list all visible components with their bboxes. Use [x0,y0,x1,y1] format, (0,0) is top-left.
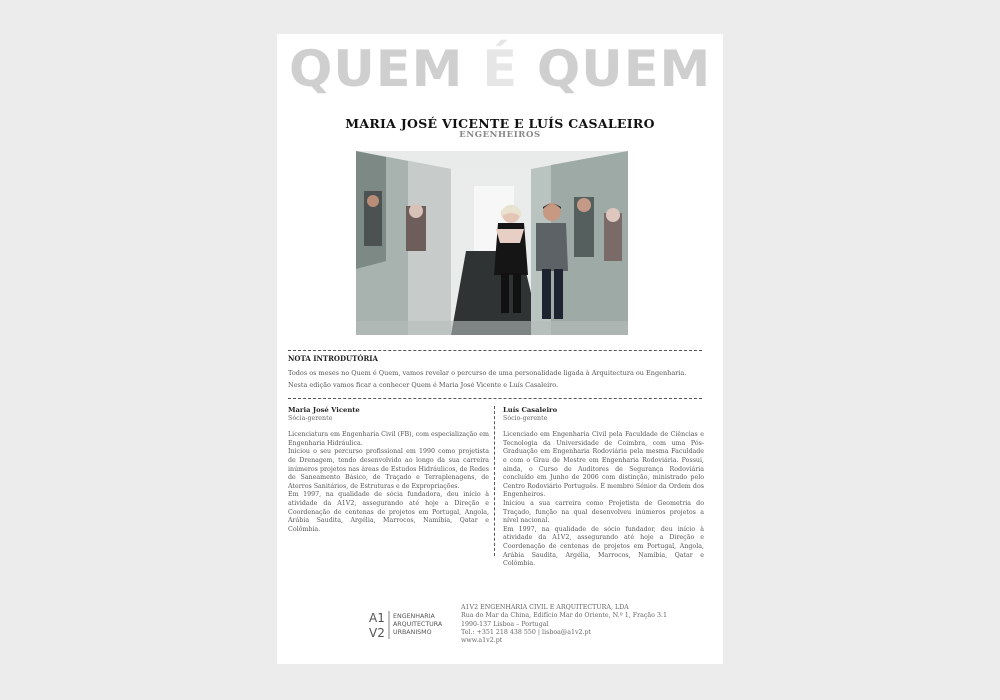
company-address-2: 1990-137 Lisboa – Portugal [461,620,549,628]
company-contact: Tel.: +351 218 438 550 | lisboa@a1v2.pt [461,628,592,636]
intro-line-2: Nesta edição vamos ficar a conhecer Quem é Maria José Vicente e Luís Casaleiro. [288,381,559,389]
logo-mark-top: A1 [369,611,385,625]
company-name: A1V2 ENGENHARIA CIVIL E ARQUITECTURA, LDA [461,604,629,611]
headline-word-1: QUEM [289,40,464,98]
profile-title: Sócio-gerente [503,414,548,422]
portrait-photo [356,151,628,335]
company-info [461,604,691,645]
profile-paragraph: Licenciado em Engenharia Civil pela Faculdade de Ciências e Tecnologia da Universidade de Coimbra, com uma Pós-Graduação em Engenharia Rodoviária pela mesma Faculdade e com o Grau de Mestre em Engenharia Rodoviária. Possui, ainda, o Curso de Auditores de Segurança Rodoviária concluído em Junho de 2006 com distinção, ministrado pelo Centro Rodoviário Português. É membro Sénior da Ordem dos Engenheiros. [503,431,704,499]
magazine-page [277,34,723,664]
section-divider-middle [288,398,702,399]
profile-paragraph: Iniciou a sua carreira como Projetista de Geometria do Traçado, função na qual desenvolveu inúmeros projetos a nível nacional. [503,499,704,525]
section-divider-top [288,350,702,351]
logo-line-3: URBANISMO [393,629,432,636]
profile-luis [503,406,704,569]
logo-mark-bottom: V2 [369,626,385,640]
column-divider [494,406,495,556]
profile-paragraph: Em 1997, na qualidade de sócio fundador, deu início à atividade da A1V2, assegurando até hoje a Direção e Coordenação de centenas de projetos em Portugal, Angola, Arábia Saudita, Argélia, Marrocos, Namíbia, Qatar e Colômbia. [503,525,704,568]
profile-name: Maria José Vicente [288,406,360,414]
intro-text [288,367,702,391]
company-address-1: Rua do Mar da China, Edifício Mar do Oriente, N.º 1, Fração 3.1 [461,612,667,620]
headline-word-3: QUEM [536,40,712,98]
profile-paragraph: Licenciatura em Engenharia Civil (FB), com especialização em Engenharia Hidráulica. [288,431,489,447]
logo-line-1: ENGENHARIA [393,613,435,620]
profile-name: Luís Casaleiro [503,406,558,414]
company-website[interactable]: www.a1v2.pt [461,637,503,645]
page-headline [289,40,711,98]
profile-maria [288,406,489,534]
logo-line-2: ARQUITECTURA [393,621,443,628]
company-logo [367,609,457,641]
headline-word-2: É [482,40,519,98]
profile-title: Sócia-gerente [288,414,333,422]
profile-paragraph: Em 1997, na qualidade de sócia fundadora, deu início à atividade da A1V2, assegurando até hoje a Direção e Coordenação de centenas de projetos em Portugal, Angola, Arábia Saudita, Argélia, Marrocos, Namíbia, Qatar e Colômbia. [288,491,489,533]
profile-paragraph: Iniciou o seu percurso profissional em 1990 como projetista de Drenagem, tendo desenvolvido ao longo da sua carreira inúmeros projetos nas áreas de Estudos Hidráulicos, de Redes de Saneamento Básico, de Traçado e Terraplenagens, de Aterros Sanitários, de Estruturas e de Expropriações. [288,448,489,490]
featured-names: MARIA JOSÉ VICENTE E LUÍS CASALEIRO [345,116,655,131]
intro-title: NOTA INTRODUTÓRIA [288,354,378,363]
intro-line-1: Todos os meses no Quem é Quem, vamos revelar o percurso de uma personalidade ligada à Arquitectura ou Engenharia. [288,369,687,377]
featured-role: ENGENHEIROS [459,130,541,140]
